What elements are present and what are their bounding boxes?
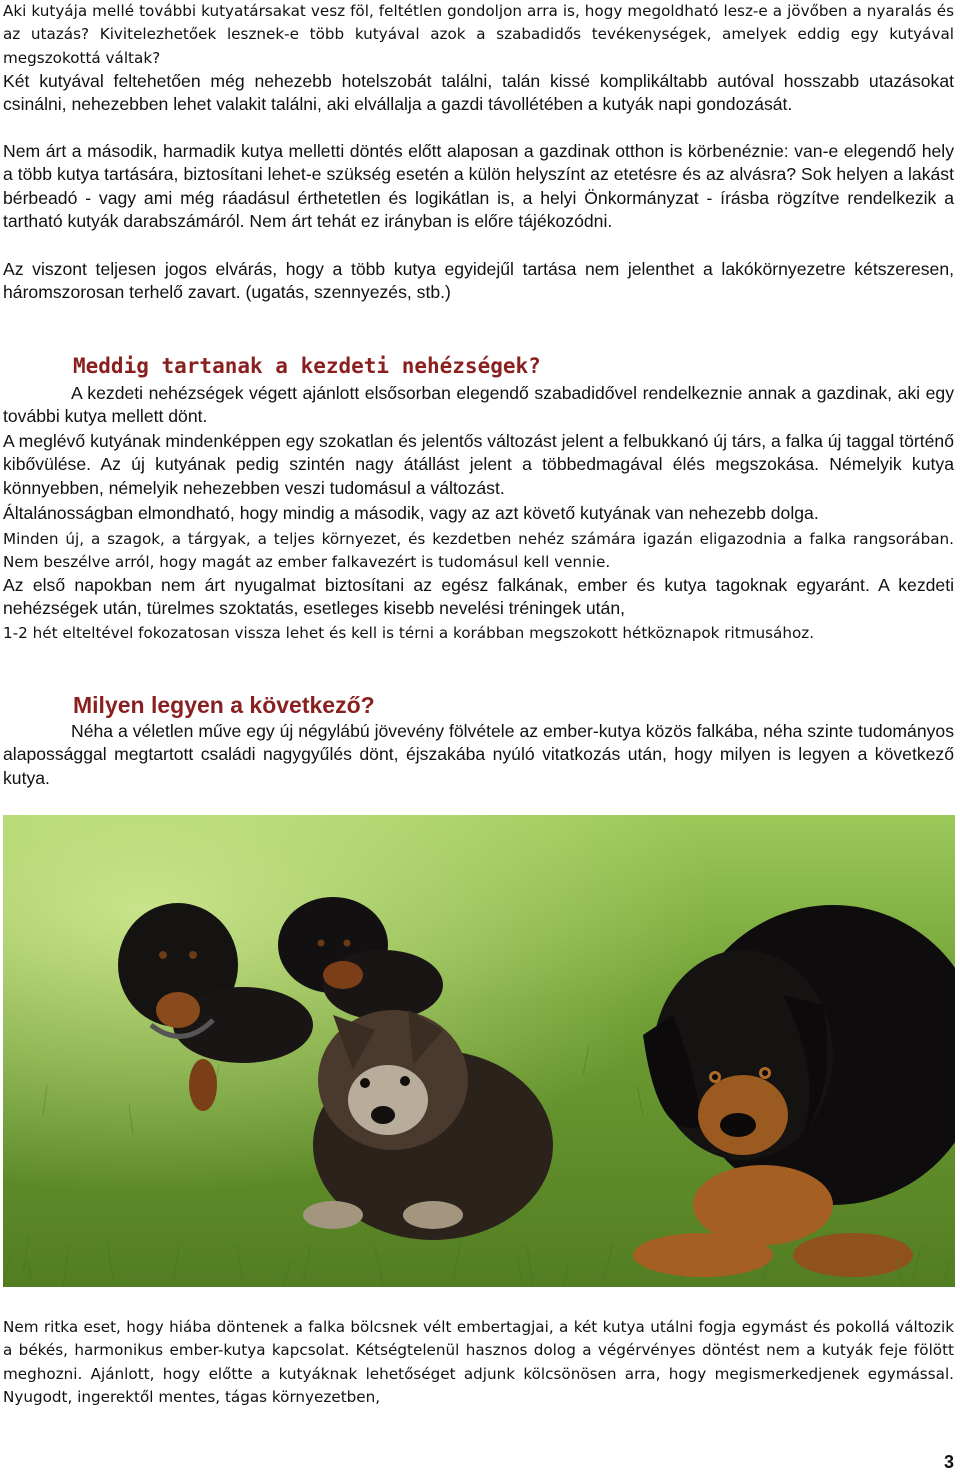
heading-next-dog: Milyen legyen a következő? <box>73 692 375 718</box>
paragraph-travel: Aki kutyája mellé további kutyatársakat vesz föl, feltétlen gondoljon arra is, hogy megoldható lesz-e a jövőben a nyaralás és az utazás? Kivitelezhetőek lesznek-e több kutyával azok a szabadidős tevékenységek, amelyek eddig egy kutyával megszokottá váltak? <box>3 2 954 67</box>
paragraph-noise: Az viszont teljesen jogos elvárás, hogy a több kutya egyidejűl tartása nem jelenthet a lakókörnyezetre kétszeresen, háromszorosan terhelő zavart. (ugatás, szennyezés, stb.) <box>3 259 954 303</box>
paragraph-second-dog: Általánosságban elmondható, hogy mindig a második, vagy az azt követő kutyának van nehezebb dolga. <box>3 503 819 523</box>
paragraph-weeks: 1-2 hét elteltével fokozatosan vissza lehet és kell is térni a korábban megszokott hétköznapok ritmusához. <box>3 624 815 642</box>
paragraph-hotel: Két kutyával feltehetően még nehezebb hotelszobát találni, talán kissé komplikáltabb autóval hosszabb utazásokat csinálni, nehezebben lehet valakit találni, aki elvállalja a gazdi távollétében a kutyák napi gondozását. <box>3 71 954 115</box>
paragraph-change: A meglévő kutyának mindenképpen egy szokatlan és jelentős változást jelent a felbukkanó új társ, a falka új taggal történő kibővülése. Az új kutyának pedig szintén nagy átállást jelent a többedmagával élés megszokása. Némelyik kutya könnyebben, némelyik nehezebben veszi tudomásul a változást. <box>3 431 954 498</box>
paragraph-introduction: Nem ritka eset, hogy hiába döntenek a falka bölcsnek vélt embertagjai, a két kutya utálni fogja egymást és pokollá változik a békés, harmonikus ember-kutya kapcsolat. Kétségtelenül hasznos dolog a végérvényes döntést nem a kutyák feje fölött meghozni. Ajánlott, hogy előtte a kutyáknak lehetőséget adjunk kölcsönösen arra, hogy megismerkedjenek egymással. Nyugodt, ingerektől mentes, tágas környezetben, <box>3 1318 954 1407</box>
paragraph-first-days: Az első napokban nem árt nyugalmat biztosítani az egész falkának, ember és kutya tagoknak egyaránt. A kezdeti nehézségek után, türelmes szoktatás, esetleges kisebb nevelési tréningek után, <box>3 575 954 619</box>
dogs-photo <box>3 815 955 1287</box>
paragraph-ranking: Minden új, a szagok, a tárgyak, a teljes környezet, és kezdetben nehéz számára igazán eligazodnia a falka rangsorában. Nem beszélve arról, hogy magát az ember falkavezért is tudomásul kell vennie. <box>3 530 954 572</box>
paragraph-family-meeting: Néha a véletlen műve egy új négylábú jövevény fölvétele az ember-kutya közös falkába, néha szinte tudományos alapossággal megtartott családi nagygyűlés dönt, éjszakába nyúló vitatkozás után, hogy milyen is legyen a következő kutya. <box>3 721 954 788</box>
paragraph-free-time: A kezdeti nehézségek végett ajánlott elsősorban elegendő szabadidővel rendelkeznie annak a gazdinak, aki egy további kutya mellett dönt. <box>3 383 954 427</box>
dogs-on-grass-image <box>3 815 955 1287</box>
page-number: 3 <box>943 1452 954 1472</box>
heading-initial-difficulties: Meddig tartanak a kezdeti nehézségek? <box>73 354 541 378</box>
paragraph-space: Nem árt a második, harmadik kutya melletti döntés előtt alaposan a gazdinak otthon is körbenéznie: van-e elegendő hely a több kutya tartására, biztosítani lehet-e szükség esetén a külön helyszínt az etetésre és az alvásra? Sok helyen a lakást bérbeadó - vagy ami még ráadásul érthetetlen és logikátlan is, a helyi Önkormányzat - írásba rögzítve rendelkezik a tartható kutyák darabszámáról. Nem árt tehát ez irányban is előre tájékozódni. <box>3 141 954 232</box>
